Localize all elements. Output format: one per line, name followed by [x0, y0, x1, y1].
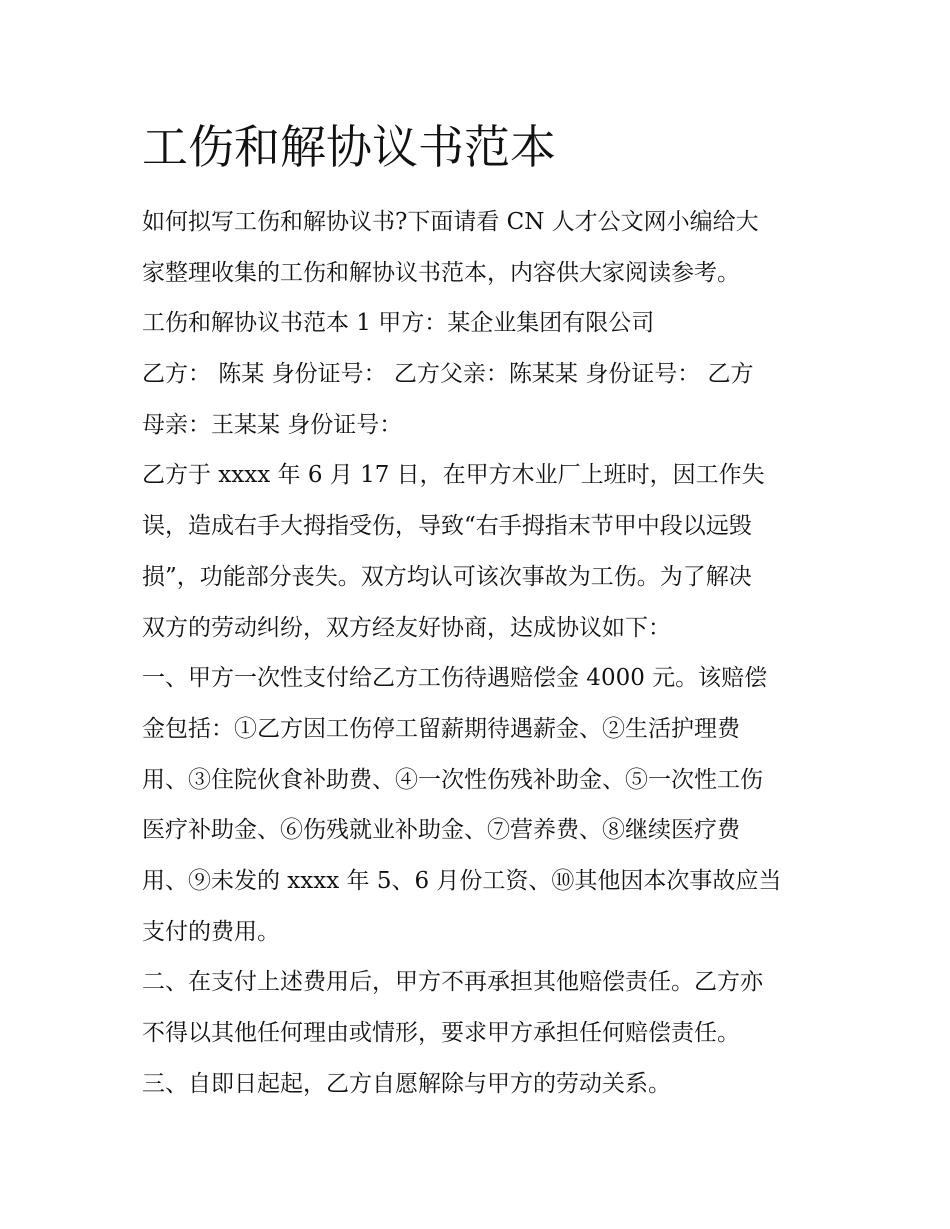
- body-line: 二、在支付上述费用后，甲方不再承担其他赔偿责任。乙方亦: [142, 969, 763, 996]
- document-title: 工伤和解协议书范本: [142, 120, 556, 174]
- body-line: 乙方： 陈某 身份证号： 乙方父亲：陈某某 身份证号： 乙方: [142, 361, 754, 388]
- body-line: 用、⑨未发的 xxxx 年 5、6 月份工资、⑩其他因本次事故应当: [142, 867, 782, 894]
- body-line: 家整理收集的工伤和解协议书范本，内容供大家阅读参考。: [142, 259, 740, 286]
- body-line: 双方的劳动纠纷，双方经友好协商，达成协议如下：: [142, 614, 671, 641]
- body-line: 不得以其他任何理由或情形，要求甲方承担任何赔偿责任。: [142, 1020, 740, 1046]
- document-body: [142, 197, 822, 1109]
- body-line: 医疗补助金、⑥伤残就业补助金、⑦营养费、⑧继续医疗费: [142, 817, 740, 844]
- body-line: 工伤和解协议书范本 1 甲方：某企业集团有限公司: [142, 310, 655, 337]
- body-line: 一、甲方一次性支付给乙方工伤待遇赔偿金 4000 元。该赔偿: [142, 665, 768, 692]
- body-line: 用、③住院伙食补助费、④一次性伤残补助金、⑤一次性工伤: [142, 766, 763, 793]
- body-line: 如何拟写工伤和解协议书?下面请看 CN 人才公文网小编给大: [142, 209, 759, 235]
- body-line: 乙方于 xxxx 年 6 月 17 日，在甲方木业厂上班时，因工作失: [142, 462, 765, 489]
- body-line: 金包括：①乙方因工伤停工留薪期待遇薪金、②生活护理费: [142, 715, 740, 742]
- body-line: 支付的费用。: [142, 918, 280, 945]
- body-line: 三、自即日起起，乙方自愿解除与甲方的劳动关系。: [142, 1070, 671, 1097]
- body-line: 损”，功能部分丧失。双方均认可该次事故为工伤。为了解决: [142, 563, 752, 590]
- body-line: 误，造成右手大拇指受伤，导致“右手拇指末节甲中段以远毁: [142, 513, 752, 540]
- body-line: 母亲：王某某 身份证号：: [142, 411, 403, 438]
